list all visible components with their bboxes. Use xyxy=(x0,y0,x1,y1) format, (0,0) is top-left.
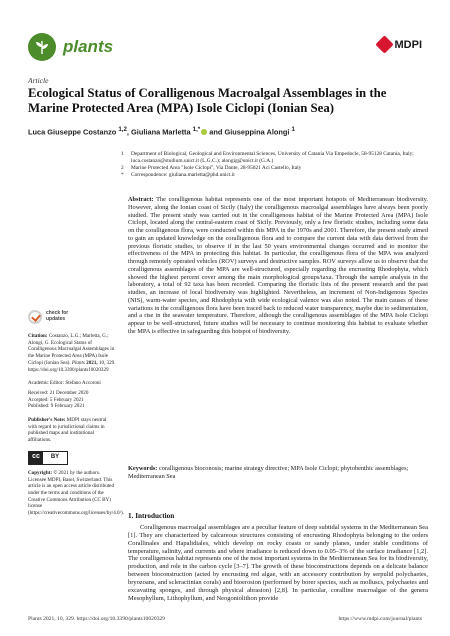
copyright-block xyxy=(28,469,124,517)
citation-journal: Plants xyxy=(71,359,85,366)
affiliation-item xyxy=(121,165,431,172)
date-published: Published: 9 February 2021 xyxy=(28,403,85,410)
by-icon: BY xyxy=(50,454,60,461)
author-list xyxy=(28,126,428,136)
author-affil-sup: 1,2 xyxy=(118,126,127,133)
publisher-logo[interactable] xyxy=(378,38,423,51)
section-heading-introduction: 1. Introduction xyxy=(128,512,175,520)
publisher-note xyxy=(28,417,116,444)
keywords xyxy=(128,465,428,481)
affiliation-item xyxy=(121,172,431,179)
author-name[interactable]: Giuseppina Alongi xyxy=(224,127,290,137)
affiliation-mark: * xyxy=(121,172,124,179)
author-conjunction: and xyxy=(209,127,223,137)
author-name[interactable]: Luca Giuseppe Costanzo xyxy=(28,127,117,137)
abstract xyxy=(128,196,428,336)
date-accepted: Accepted: 5 February 2021 xyxy=(28,396,84,403)
citation-year: 2021, xyxy=(86,359,98,366)
publisher-note-text: MDPI stays neutral with regard to jurisdictional claims in published maps and institutional affiliations. xyxy=(28,417,107,444)
citation-block xyxy=(28,333,116,373)
author-name[interactable]: Giuliana Marletta xyxy=(131,127,191,137)
check-for-updates-button[interactable] xyxy=(28,310,116,324)
orcid-icon[interactable] xyxy=(201,129,207,135)
journal-logo[interactable] xyxy=(28,33,113,61)
date-received: Received: 21 December 2020 xyxy=(28,389,89,396)
copyright-label: Copyright: xyxy=(28,469,53,476)
check-updates-line1: check for xyxy=(46,310,69,317)
leaf-icon xyxy=(28,33,56,61)
dates-block xyxy=(28,380,116,410)
copyright-text: © 2021 by the authors. Licensee MDPI, Basel, Switzerland. This article is an open access article distributed under the terms and conditions of the Creative Commons Attribution (CC BY) license (https://creativecommons.org/licenses/by/4.0/). xyxy=(28,469,124,517)
check-updates-line2: updates xyxy=(46,316,66,322)
affiliation-text: Marine Protected Area "Isole Ciclopi", Via Dante, 28-95021 Aci Castello, Italy xyxy=(131,165,302,172)
affiliation-text: Department of Biological, Geological and Environmental Sciences, University of Catania Via Empedocle, 58-95128 Catania, Italy; luca.costanzo@studium.unict.it (L.G.C.); alongig@unict.it (G.A.) xyxy=(131,151,414,165)
citation-label: Citation: xyxy=(28,333,48,339)
abstract-label: Abstract: xyxy=(128,196,154,203)
academic-editor: Academic Editor: Stefano Accoroni xyxy=(28,380,101,387)
page-footer xyxy=(28,616,422,622)
article-type: Article xyxy=(28,76,49,85)
affiliation-text: Correspondence: giuliana.marletta@phd.unict.it xyxy=(131,172,235,179)
citation-text: Costanzo, L.G.; Marletta, G.; Alongi, G. Ecological Status of Coralligenous Macroalgal Assemblages in the Marine Protected Area (MPA) Isole Ciclopi (Ionian Sea). xyxy=(28,333,115,366)
keywords-label: Keywords: xyxy=(128,465,158,472)
abstract-text: The coralligenous habitat represents one of the most important hotspots of Mediterranean biodiversity. However, along the Ionian coast of Sicily (Italy) the coralligenous macroalgal assemblages have always been poorly studied. The present study was carried out in the coralligenous habitat of the Marine Protected Area (MPA) Isole Ciclopi, located along the central-eastern coast of Sicily. Previously, only a few floristic studies, including some data on the coralligenous flora, were conducted within this MPA in the 1970s and 2001. Therefore, the present study aimed to gain an updated knowledge on the coralligenous flora and to compare the current data with data derived from the previous floristic studies, to observe if in the last 50 years environmental changes occurred and to monitor the effectiveness of the MPA in protecting this habitat. In particular, the coralligenous flora of the MPA was analyzed through remotely operated vehicles (ROV) surveys and destructive samples. ROV surveys allow us to observe that the coralligenous assemblages of the MPA are well-structured, especially regarding the encrusting Rhodophyta, which showed the highest percent cover among the main morphological groups/taxa. Through the sample analysis in the laboratory, a total of 92 taxa has been recorded. Comparing the floristic lists of the present research and the past studies, an increase of local biodiversity was highlighted. Nevertheless, an increment of Non-Indigenous Species (NIS), warm-water species, and Rhodophyta with wide ecological valence was also noted. The main causes of these variations in the coralligenous flora have been traced back to reduced water transparency, maybe due to sedimentation, and a rise in the seawater temperature. Therefore, although the coralligenous assemblages of the MPA Isole Ciclopi appear to be well-structured, future studies will be necessary to continue monitoring this habitat to evaluate whether the MPA is effective in safeguarding this hotspot of biodiversity. xyxy=(128,196,428,335)
affiliation-item xyxy=(121,151,431,165)
article-sidebar xyxy=(28,310,124,524)
affiliation-mark: 2 xyxy=(121,165,124,172)
keywords-text: coralligenous bioconosis; marine strategy directive; MPA Isole Ciclopi; phytobenthic assemblages; Mediterranean Sea xyxy=(128,465,409,480)
footer-citation[interactable]: Plants 2021, 10, 329. https://doi.org/10.3390/plants10020329 xyxy=(28,616,166,622)
publisher-note-label: Publisher's Note: xyxy=(28,417,66,424)
author-affil-sup: 1 xyxy=(291,126,295,133)
check-updates-icon xyxy=(28,310,42,324)
citation-doi-link[interactable]: 10, 329. https://doi.org/10.3390/plants10020329 xyxy=(28,359,116,373)
paper-title: Ecological Status of Coralligenous Macroalgal Assemblages in the Marine Protected Area (MPA) Isole Ciclopi (Ionian Sea) xyxy=(28,86,387,115)
affiliations xyxy=(121,151,431,179)
journal-name: plants xyxy=(63,37,114,56)
cc-icon: cc xyxy=(29,452,43,464)
author-separator: , xyxy=(126,127,129,137)
publisher-name: MDPI xyxy=(394,38,422,51)
footer-journal-url[interactable]: https://www.mdpi.com/journal/plants xyxy=(338,616,422,622)
cc-by-license-badge[interactable] xyxy=(28,451,68,465)
mdpi-diamond-icon xyxy=(375,35,393,53)
affiliation-mark: 1 xyxy=(121,151,124,157)
author-affil-sup: 1,* xyxy=(192,126,201,133)
introduction-paragraph: Coralligenous macroalgal assemblages are a peculiar feature of deep subtidal systems in the Mediterranean Sea [1]. They are characterized by calcareous structures consisting of encrusting Rhodophyta belonging to the orders Corallinales and Hapalidiales, which develop on rocky coasts or sandy planes, under stable conditions of temperature, salinity, and currents and where irradiance is reduced down to 0.05–3% of the surface irradiance [1,2]. The coralligenous habitat represents one of the most important systems in the Mediterranean Sea for its biodiversity, production, and role in the carbon cycle [3–7]. The growth of these bioconstructions depends on a delicate balance between bioconstruction (acted by encrusting red algae, with an accessory contribution by serpulid polychaetes, bryozoans, and scleractinian corals) and bioerosion (performed by borer species, such as molluscs, polychaetes and excavating sponges, and through physical abrasion) [2,8]. In particular, coralline macroalgae of the genera Mesophyllum, Lithophyllum, and Neogoniolithon provide xyxy=(128,524,428,602)
